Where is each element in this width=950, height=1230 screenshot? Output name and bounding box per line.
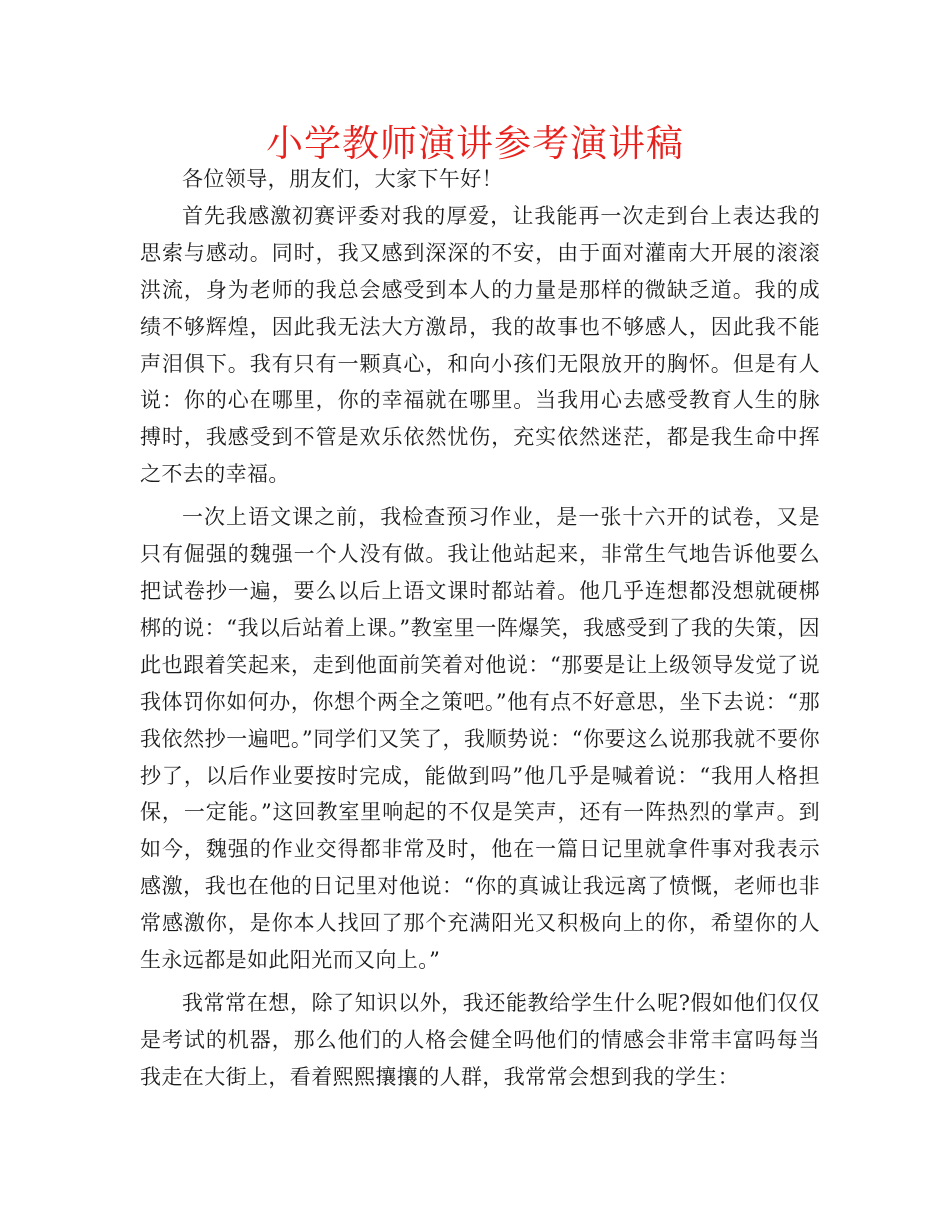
document-title: 小学教师演讲参考演讲稿 (266, 122, 684, 165)
paragraph-intro: 首先我感激初赛评委对我的厚爱，让我能再一次走到台上表达我的思索与感动。同时，我又感到深深的不安，由于面对灌南大开展的滚滚洪流，身为老师的我总会感受到本人的力量是那样的微缺乏道。我的成绩不够辉煌，因此我无法大方激昂，我的故事也不够感人，因此我不能声泪俱下。我有只有一颗真心，和向小孩们无限放开的胸怀。但是有人说：你的心在哪里，你的幸福就在哪里。当我用心去感受教育人生的脉搏时，我感受到不管是欢乐依然忧伤，充实依然迷茫，都是我生命中挥之不去的幸福。 (140, 203, 820, 487)
paragraph-story: 一次上语文课之前，我检查预习作业，是一张十六开的试卷，又是只有倔强的魏强一个人没有做。我让他站起来，非常生气地告诉他要么把试卷抄一遍，要么以后上语文课时都站着。他几乎连想都没想就硬梆梆的说：“我以后站着上课。”教室里一阵爆笑，我感受到了我的失策，因此也跟着笑起来，走到他面前笑着对他说：“那要是让上级领导发觉了说我体罚你如何办，你想个两全之策吧。”他有点不好意思，坐下去说：“那我依然抄一遍吧。”同学们又笑了，我顺势说：“你要这么说那我就不要你抄了，以后作业要按时完成，能做到吗”他几乎是喊着说：“我用人格担保，一定能。”这回教室里响起的不仅是笑声，还有一阵热烈的掌声。到如今，魏强的作业交得都非常及时，他在一篇日记里就拿件事对我表示感激，我也在他的日记里对他说：“你的真诚让我远离了愤慨，老师也非常感激你，是你本人找回了那个充满阳光又积极向上的你，希望你的人生永远都是如此阳光而又向上。” (140, 505, 820, 973)
paragraph-greeting: 各位领导，朋友们，大家下午好！ (182, 167, 503, 191)
document-body (140, 161, 820, 1096)
paragraph-reflection: 我常常在想，除了知识以外，我还能教给学生什么呢?假如他们仅仅是考试的机器，那么他们的人格会健全吗他们的情感会非常丰富吗每当我走在大街上，看着熙熙攘攘的人群，我常常会想到我的学生： (140, 990, 820, 1089)
